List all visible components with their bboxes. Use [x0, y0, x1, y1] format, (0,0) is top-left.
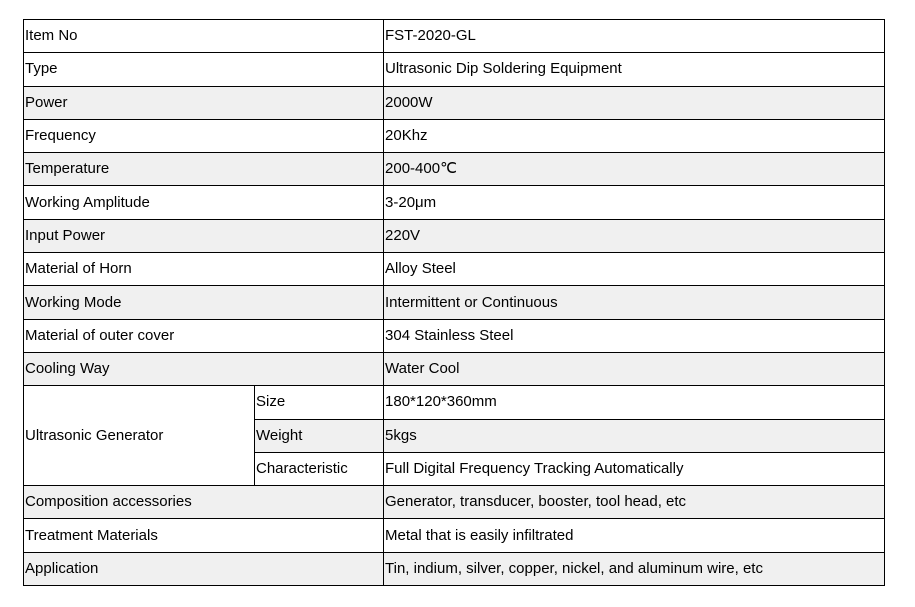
row-value: FST-2020-GL: [384, 20, 885, 53]
table-row: [24, 186, 885, 219]
row-value: 180*120*360mm: [384, 386, 885, 419]
sub-label: Weight: [255, 419, 384, 452]
group-label: Ultrasonic Generator: [24, 386, 255, 486]
table-row: [24, 20, 885, 53]
row-value: 20Khz: [384, 119, 885, 152]
table-row: [24, 386, 885, 419]
row-label: Type: [24, 53, 384, 86]
row-value: Generator, transducer, booster, tool head, etc: [384, 486, 885, 519]
sub-label: Characteristic: [255, 452, 384, 485]
row-value: 2000W: [384, 86, 885, 119]
table-row: [24, 53, 885, 86]
table-row: [24, 253, 885, 286]
row-value: 5kgs: [384, 419, 885, 452]
row-value: 220V: [384, 219, 885, 252]
row-value: Metal that is easily infiltrated: [384, 519, 885, 552]
table-row: [24, 352, 885, 385]
table-row: [24, 486, 885, 519]
row-label: Material of Horn: [24, 253, 384, 286]
row-value: 200-400℃: [384, 153, 885, 186]
row-label: Treatment Materials: [24, 519, 384, 552]
row-label: Application: [24, 552, 384, 585]
row-label: Working Mode: [24, 286, 384, 319]
row-value: Full Digital Frequency Tracking Automatically: [384, 452, 885, 485]
table-row: [24, 519, 885, 552]
table-row: [24, 86, 885, 119]
table-row: [24, 153, 885, 186]
sub-label: Size: [255, 386, 384, 419]
row-value: Alloy Steel: [384, 253, 885, 286]
row-label: Temperature: [24, 153, 384, 186]
row-value: Ultrasonic Dip Soldering Equipment: [384, 53, 885, 86]
row-label: Power: [24, 86, 384, 119]
row-value: 304 Stainless Steel: [384, 319, 885, 352]
table-row: [24, 319, 885, 352]
table-row: [24, 552, 885, 585]
row-label: Frequency: [24, 119, 384, 152]
spec-table: [23, 19, 885, 586]
row-label: Working Amplitude: [24, 186, 384, 219]
row-value: Tin, indium, silver, copper, nickel, and aluminum wire, etc: [384, 552, 885, 585]
row-label: Material of outer cover: [24, 319, 384, 352]
row-value: Intermittent or Continuous: [384, 286, 885, 319]
row-value: Water Cool: [384, 352, 885, 385]
row-label: Cooling Way: [24, 352, 384, 385]
row-label: Composition accessories: [24, 486, 384, 519]
table-row: [24, 219, 885, 252]
table-row: [24, 286, 885, 319]
row-value: 3-20μm: [384, 186, 885, 219]
table-row: [24, 119, 885, 152]
row-label: Input Power: [24, 219, 384, 252]
row-label: Item No: [24, 20, 384, 53]
